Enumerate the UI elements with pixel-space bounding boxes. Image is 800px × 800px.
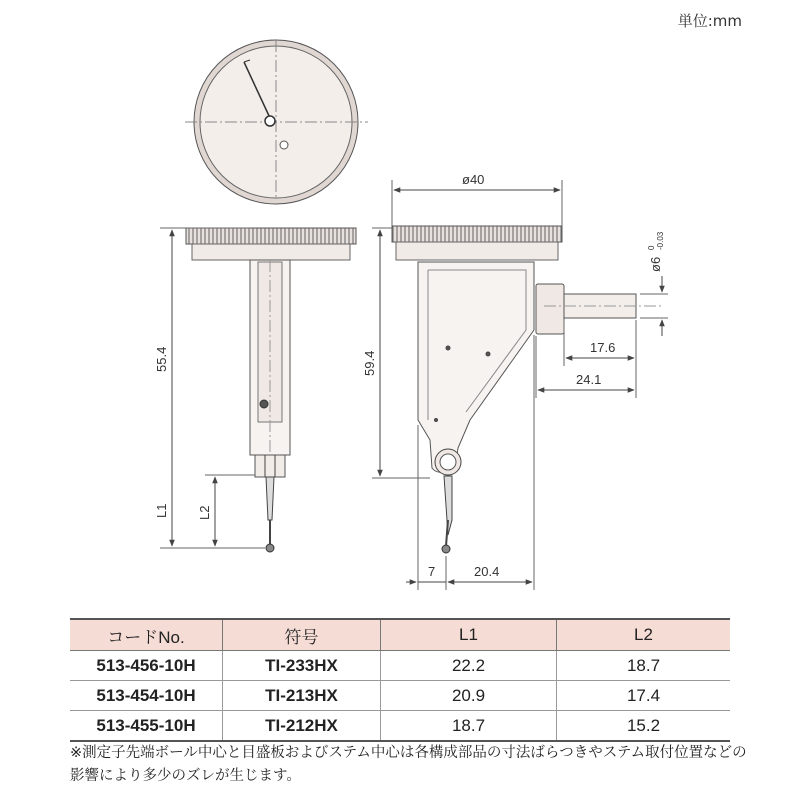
symbol-cell: TI-213HX [223, 681, 381, 711]
footnote: ※測定子先端ボール中心と目盛板およびステム中心は各構成部品の寸法ばらつきやステム取付位置などの影響により多少のズレが生じます。 [70, 745, 747, 784]
dim-stem-tol: -0.03 [656, 231, 665, 250]
front-clamp [255, 455, 285, 477]
table-row [70, 651, 730, 681]
col-l2: L2 [556, 619, 730, 651]
dim-l1: L1 [154, 503, 169, 518]
l2-cell: 15.2 [556, 711, 730, 742]
side-view [372, 180, 668, 590]
symbol-cell: TI-233HX [223, 651, 381, 681]
col-code: コードNo. [70, 619, 223, 651]
l2-cell: 18.7 [556, 651, 730, 681]
table-row [70, 711, 730, 742]
l1-cell: 20.9 [381, 681, 557, 711]
dim-dia-40: ø40 [462, 172, 485, 187]
side-hole-1 [446, 346, 450, 350]
dim-17-6: 17.6 [590, 340, 616, 355]
dim-55-4: 55.4 [154, 346, 169, 372]
bezel-side [392, 226, 562, 242]
l2-cell: 17.4 [556, 681, 730, 711]
dim-59-4: 59.4 [362, 350, 377, 376]
side-contact-ball [442, 545, 450, 553]
dim-stem-dia: ø6 [648, 256, 663, 272]
col-symbol: 符号 [223, 619, 381, 651]
pivot-inner [440, 454, 456, 470]
front-contact-arm [266, 477, 274, 520]
bezel-front [186, 228, 356, 244]
code-cell: 513-454-10H [70, 681, 223, 711]
dim-20-4: 20.4 [474, 564, 500, 579]
l1-cell: 18.7 [381, 711, 557, 742]
table-row [70, 681, 730, 711]
symbol-cell: TI-212HX [223, 711, 381, 742]
spec-table-header [70, 619, 730, 651]
unit-label: 単位:mm [677, 12, 742, 30]
front-contact-ball [266, 544, 274, 552]
col-l1: L1 [381, 619, 557, 651]
code-cell: 513-456-10H [70, 651, 223, 681]
dim-24-1: 24.1 [576, 372, 602, 387]
needle-hub [265, 116, 275, 126]
code-cell: 513-455-10H [70, 711, 223, 742]
needle-hub-small [280, 141, 288, 149]
side-hole-3 [435, 419, 438, 422]
front-screw [260, 400, 268, 408]
spec-table [70, 618, 730, 742]
dim-l2: L2 [197, 505, 212, 520]
side-body [418, 262, 534, 472]
dim-stem-tol-upper: 0 [647, 245, 656, 250]
stem-collar [536, 284, 564, 334]
front-view [160, 40, 368, 552]
side-hole-2 [486, 352, 490, 356]
l1-cell: 22.2 [381, 651, 557, 681]
dim-7: 7 [428, 564, 436, 579]
